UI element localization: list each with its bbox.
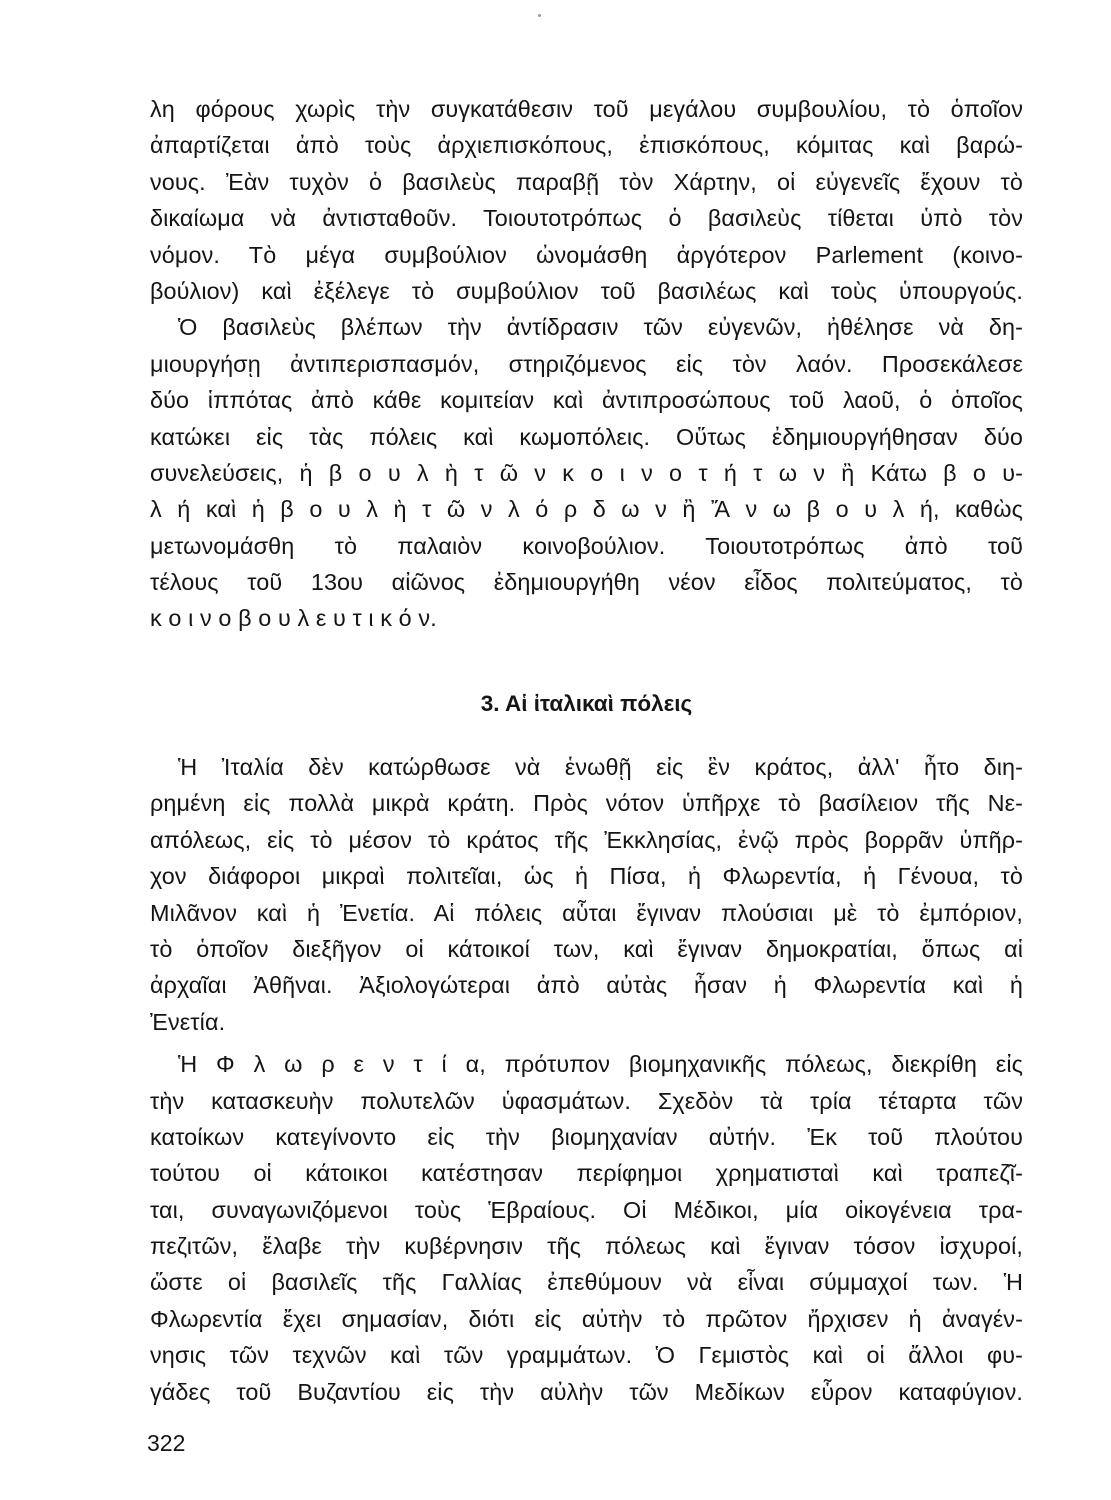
section-italian-cities-text bbox=[150, 749, 1023, 1410]
text-line: απόλεως, εἰς τὸ μέσον τὸ κράτος τῆς Ἐκκλησίας, ἐνῷ πρὸς βορρᾶν ὑπῆρ- bbox=[150, 826, 1023, 853]
text-line: χον διάφοροι μικραὶ πολιτεῖαι, ὡς ἡ Πίσα, ἡ Φλωρεντία, ἡ Γένουα, τὸ bbox=[150, 863, 1023, 890]
text-line: τὸ ὁποῖον διεξῆγον οἱ κάτοικοί των, καὶ ἔγιναν δημοκρατίαι, ὅπως αἱ bbox=[150, 935, 1023, 962]
page-number: 322 bbox=[147, 1430, 186, 1456]
paper-speck bbox=[538, 14, 541, 17]
text-line: λ ή καὶ ἡ β ο υ λ ὴ τ ῶ ν λ ό ρ δ ω ν ἢ Ἄ ν ω β ο υ λ ή, καθὼς bbox=[150, 496, 1023, 523]
section-heading: 3. Αἱ ἰταλικαὶ πόλεις bbox=[480, 691, 693, 716]
text-line: Ὁ βασιλεὺς βλέπων τὴν ἀντίδρασιν τῶν εὐγενῶν, ἠθέλησε νὰ δη- bbox=[178, 314, 1023, 341]
text-line: Φλωρεντία ἔχει σημασίαν, διότι εἰς αὐτὴν τὸ πρῶτον ἤρχισεν ἡ ἀναγέν- bbox=[150, 1305, 1023, 1332]
text-line: Ἡ Ἰταλία δὲν κατώρθωσε νὰ ἑνωθῇ εἰς ἓν κράτος, ἀλλ' ἦτο διη- bbox=[178, 754, 1023, 780]
text-line: κατώκει εἰς τὰς πόλεις καὶ κωμοπόλεις. Οὕτως ἐδημιουργήθησαν δύο bbox=[150, 423, 1023, 450]
text-line: κ ο ι ν ο β ο υ λ ε υ τ ι κ ό ν. bbox=[150, 605, 437, 632]
text-line: ὥστε οἱ βασιλεῖς τῆς Γαλλίας ἐπεθύμουν νὰ εἶναι σύμμαχοί των. Ἡ bbox=[150, 1269, 1023, 1296]
text-line: ἀπαρτίζεται ἀπὸ τοὺς ἀρχιεπισκόπους, ἐπισκόπους, κόμιτας καὶ βαρώ- bbox=[150, 132, 1023, 159]
text-line: Ἡ Φ λ ω ρ ε ν τ ί α, πρότυπον βιομηχανικῆς πόλεως, διεκρίθη εἰς bbox=[178, 1051, 1023, 1078]
text-line: μετωνομάσθη τὸ παλαιὸν κοινοβούλιον. Τοιουτοτρόπως ἀπὸ τοῦ bbox=[150, 532, 1023, 559]
text-line: δύο ἱππότας ἀπὸ κάθε κομιτείαν καὶ ἀντιπροσώπους τοῦ λαοῦ, ὁ ὁποῖος bbox=[150, 387, 1023, 414]
text-line: μιουργήσῃ ἀντιπερισπασμόν, στηριζόμενος εἰς τὸν λαόν. Προσεκάλεσε bbox=[150, 350, 1023, 377]
text-line: τὴν κατασκευὴν πολυτελῶν ὑφασμάτων. Σχεδὸν τὰ τρία τέταρτα τῶν bbox=[150, 1087, 1023, 1114]
text-line: συνελεύσεις, ἡ β ο υ λ ὴ τ ῶ ν κ ο ι ν ο τ ή τ ω ν ἢ Κάτω β ο υ- bbox=[150, 459, 1023, 486]
section-parliament-text bbox=[150, 91, 1023, 637]
text-line: νόμον. Τὸ μέγα συμβούλιον ὠνομάσθη ἀργότερον Parlement (κοινο- bbox=[150, 241, 1023, 268]
text-line: ται, συναγωνιζόμενοι τοὺς Ἑβραίους. Οἱ Μέδικοι, μία οἰκογένεια τρα- bbox=[150, 1196, 1023, 1223]
text-line: τούτου οἱ κάτοικοι κατέστησαν περίφημοι χρηματισταὶ καὶ τραπεζῖ- bbox=[150, 1160, 1023, 1187]
text-line: βούλιον) καὶ ἐξέλεγε τὸ συμβούλιον τοῦ βασιλέως καὶ τοὺς ὑπουργούς. bbox=[150, 277, 1023, 304]
text-line: Ἐνετία. bbox=[150, 1008, 226, 1035]
text-line: κατοίκων κατεγίνοντο εἰς τὴν βιομηχανίαν αὐτήν. Ἐκ τοῦ πλούτου bbox=[150, 1123, 1023, 1150]
text-line: νησις τῶν τεχνῶν καὶ τῶν γραμμάτων. Ὁ Γεμιστὸς καὶ οἱ ἄλλοι φυ- bbox=[150, 1342, 1023, 1369]
text-line: ρημένη εἰς πολλὰ μικρὰ κράτη. Πρὸς νότον ὑπῆρχε τὸ βασίλειον τῆς Νε- bbox=[150, 790, 1023, 817]
text-line: τέλους τοῦ 13ου αἰῶνος ἐδημιουργήθη νέον εἶδος πολιτεύματος, τὸ bbox=[150, 569, 1023, 596]
text-line: δικαίωμα νὰ ἀντισταθοῦν. Τοιουτοτρόπως ὁ βασιλεὺς τίθεται ὑπὸ τὸν bbox=[150, 205, 1023, 232]
text-line: νους. Ἐὰν τυχὸν ὁ βασιλεὺς παραβῇ τὸν Χάρτην, οἱ εὐγενεῖς ἔχουν τὸ bbox=[150, 168, 1023, 195]
text-line: Μιλᾶνον καὶ ἡ Ἐνετία. Αἱ πόλεις αὗται ἔγιναν πλούσιαι μὲ τὸ ἐμπόριον, bbox=[150, 899, 1023, 926]
text-line: γάδες τοῦ Βυζαντίου εἰς τὴν αὐλὴν τῶν Μεδίκων εὗρον καταφύγιον. bbox=[150, 1378, 1023, 1405]
text-line: λη φόρους χωρὶς τὴν συγκατάθεσιν τοῦ μεγάλου συμβουλίου, τὸ ὁποῖον bbox=[150, 96, 1023, 122]
text-line: ἀρχαῖαι Ἀθῆναι. Ἀξιολογώτεραι ἀπὸ αὐτὰς ἦσαν ἡ Φλωρεντία καὶ ἡ bbox=[150, 972, 1023, 999]
text-line: πεζιτῶν, ἔλαβε τὴν κυβέρνησιν τῆς πόλεως καὶ ἔγιναν τόσον ἰσχυροί, bbox=[150, 1233, 1023, 1260]
